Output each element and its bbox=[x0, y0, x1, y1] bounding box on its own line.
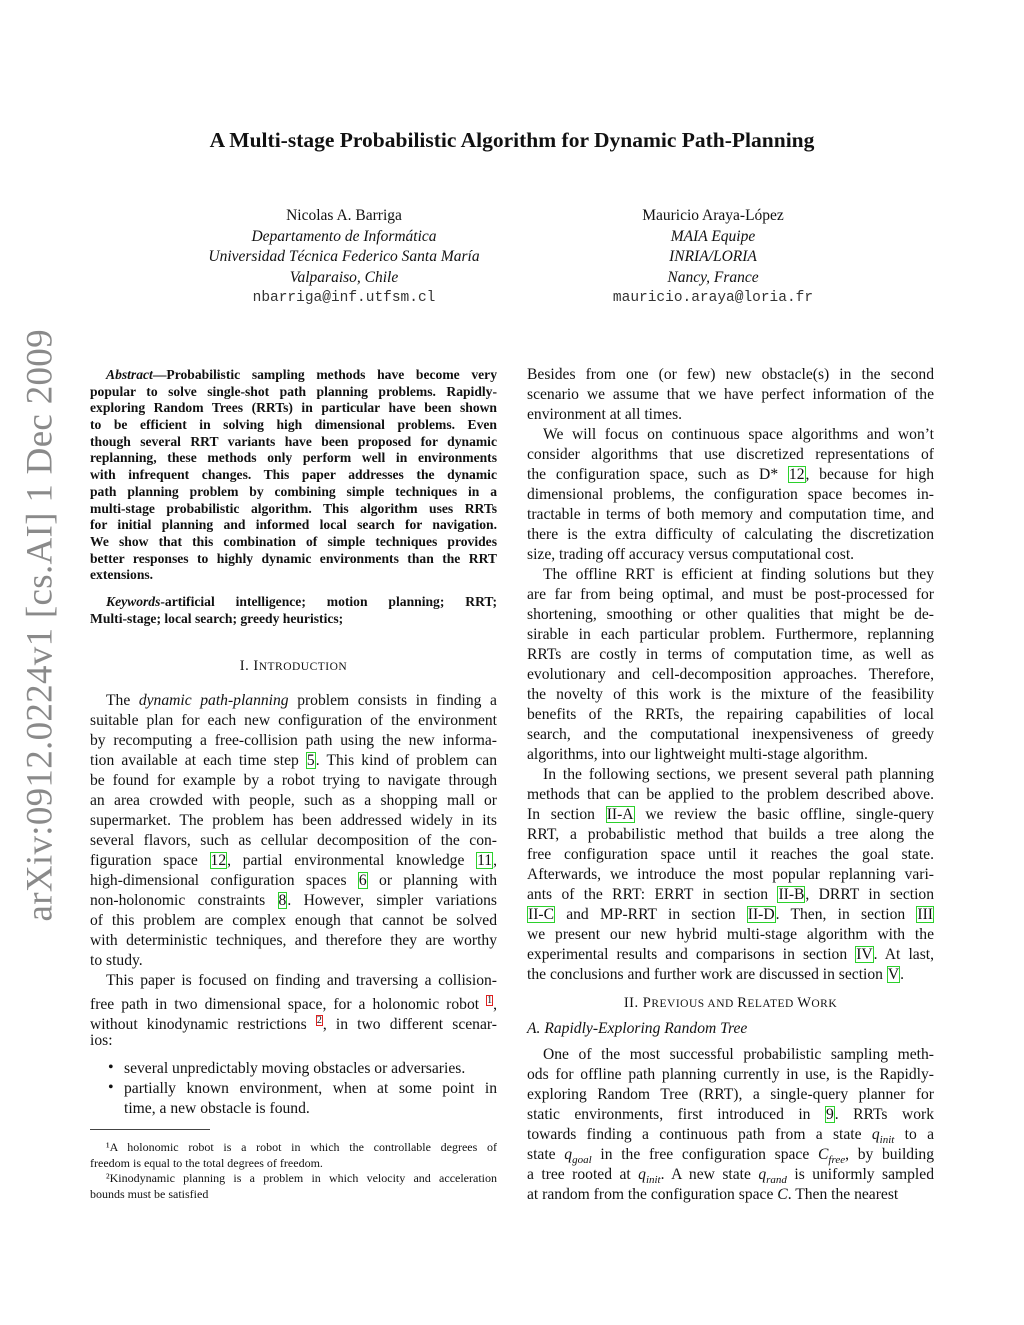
text-line: We show that this combination of simple techniques provides bbox=[90, 533, 497, 549]
text-line: freedom is equal to the total degrees of freedom. bbox=[90, 1155, 323, 1170]
intro-paragraph-1 bbox=[90, 691, 497, 971]
author-name: Mauricio Araya-López bbox=[642, 207, 784, 224]
author-affiliation: Valparaiso, Chile bbox=[289, 268, 399, 286]
citation-link[interactable]: V bbox=[887, 966, 900, 983]
text-line: for initial planning and informed local search for navigation. bbox=[90, 517, 497, 533]
text-line: be found for example by a robot trying to navigate through bbox=[90, 772, 497, 789]
footnote-link[interactable]: 2 bbox=[316, 1015, 322, 1026]
text-line: shortening, smoothing or other qualities that might be de- bbox=[527, 606, 934, 623]
text-line: figuration space 12, partial environmental knowledge 11, bbox=[90, 852, 498, 869]
abstract-label: Abstract bbox=[106, 367, 153, 382]
citation-link[interactable]: 9 bbox=[825, 1106, 834, 1123]
text-line: Abstract—Probabilistic sampling methods have become very bbox=[106, 367, 497, 382]
author-email[interactable]: nbarriga@inf.utfsm.cl bbox=[252, 290, 436, 306]
text-line: the novelty of this work is the mixture of the feasibility bbox=[527, 686, 934, 703]
text-line: at random from the configuration space C. Then the nearest bbox=[527, 1186, 899, 1203]
citation-link[interactable]: II-A bbox=[606, 806, 634, 823]
text-line: to study. bbox=[90, 952, 143, 969]
paper-title: A Multi-stage Probabilistic Algorithm for Dynamic Path-Planning bbox=[209, 128, 815, 152]
right-paragraph-1 bbox=[527, 365, 934, 425]
author-1 bbox=[154, 206, 534, 309]
text-line: tion available at each time step 5. This kind of problem can bbox=[90, 752, 497, 769]
text-line: tractable in terms of both memory and computation time, and bbox=[527, 506, 934, 523]
text-line: evolutionary and cell-decomposition approaches. Therefore, bbox=[527, 666, 934, 683]
list-item bbox=[108, 1079, 497, 1119]
text-line: II-C and MP-RRT in section II-D. Then, in section III bbox=[528, 906, 933, 923]
text-line: an area crowded with people, such as a shopping mall or bbox=[90, 792, 497, 809]
text-line: static environments, first introduced in 9. RRTs work bbox=[527, 1106, 934, 1123]
text-line: ²Kinodynamic planning is a problem in which velocity and acceleration bbox=[106, 1171, 497, 1185]
citation-link[interactable]: III bbox=[917, 906, 933, 923]
footnote-link[interactable]: 1 bbox=[487, 995, 493, 1006]
citation-link[interactable]: 12 bbox=[788, 466, 805, 483]
bullet-icon: • bbox=[108, 1059, 114, 1076]
scenario-list bbox=[108, 1059, 497, 1119]
citation-link[interactable]: 11 bbox=[477, 852, 493, 869]
text-line: bounds must be satisfied bbox=[90, 1186, 209, 1201]
text-line: the conclusions and further work are discussed in section V. bbox=[527, 966, 905, 983]
text-line: to be efficient in solving high dimensional problems. Even bbox=[90, 417, 497, 433]
citation-link[interactable]: IV bbox=[856, 946, 873, 963]
text-line: methods that can be applied to the problem described above. bbox=[527, 786, 934, 803]
text-line: popular to solve single-shot path planning problems. Rapidly- bbox=[90, 383, 497, 399]
text-line: high-dimensional configuration spaces 6 or planning with bbox=[90, 872, 498, 889]
text-line: free path in two dimensional space, for a holonomic robot $^1$, bbox=[90, 995, 497, 1014]
subsection-heading-rrt: A. Rapidly-Exploring Random Tree bbox=[527, 1020, 748, 1037]
text-line: free configuration space until it reaches the goal state. bbox=[527, 846, 934, 863]
keywords-label: Keywords bbox=[106, 594, 161, 609]
text-line: with deterministic techniques, and therefore they are worthy bbox=[90, 932, 497, 949]
text-line: with infrequent changes. This paper addresses the dynamic bbox=[90, 467, 497, 483]
bullet-icon: • bbox=[108, 1079, 114, 1096]
footnotes bbox=[90, 1140, 497, 1202]
text-line: In section II-A we review the basic offline, single-query bbox=[527, 806, 934, 823]
text-line: ios: bbox=[90, 1032, 113, 1049]
footnote bbox=[90, 1171, 497, 1202]
author-affiliation: MAIA Equipe bbox=[670, 227, 756, 245]
text-line: ants of the RRT: ERRT in section II-B, DRRT in section bbox=[527, 886, 935, 903]
text-line: non-holonomic constraints 8. However, simpler variations bbox=[90, 892, 497, 909]
text-line: Besides from one (or few) new obstacle(s) in the second bbox=[527, 366, 934, 383]
text-line: One of the most successful probabilistic sampling meth- bbox=[543, 1046, 934, 1063]
text-line: the configuration space, such as D* 12, because for high bbox=[527, 466, 934, 483]
text-line: We will focus on continuous space algorithms and won’t bbox=[543, 426, 934, 443]
citation-link[interactable]: 8 bbox=[278, 892, 287, 909]
text-line: This paper is focused on finding and traversing a collision- bbox=[106, 972, 497, 989]
text-line: benefits of the RRTs, the repairing capabilities of local bbox=[527, 706, 934, 723]
text-line: Keywords-artificial intelligence; motion planning; RRT; bbox=[106, 594, 497, 609]
text-line: better responses to highly dynamic environments than the RRT bbox=[90, 550, 497, 566]
right-paragraph-4 bbox=[527, 765, 934, 985]
text-line: replanning, these methods only perform well in environments bbox=[90, 450, 497, 466]
text-line: scenario we assume that we have perfect information of the bbox=[527, 386, 934, 403]
abstract bbox=[90, 367, 497, 584]
citation-link[interactable]: II-D bbox=[747, 906, 775, 923]
text-line: In the following sections, we present several path planning bbox=[543, 766, 934, 783]
text-line: dimensional problems, the configuration space becomes in- bbox=[527, 486, 934, 503]
text-line: multi-stage probabilistic algorithm. This algorithm uses RRTs bbox=[90, 500, 497, 516]
text-line: suitable plan for each new configuration of the environment bbox=[90, 712, 497, 729]
right-paragraph-3 bbox=[527, 565, 934, 765]
arxiv-identifier: arXiv:0912.0224v1 [cs.AI] 1 Dec 2009 bbox=[19, 329, 61, 922]
text-line: are far from being optimal, and must be post-processed for bbox=[527, 586, 934, 603]
text-line: The offline RRT is efficient at finding solutions but they bbox=[543, 566, 934, 583]
author-affiliation: INRIA/LORIA bbox=[669, 248, 757, 265]
citation-link[interactable]: 6 bbox=[358, 872, 367, 889]
text-line: exploring Random Tree (RRT), a single-query planner for bbox=[527, 1086, 934, 1103]
citation-link[interactable]: 12 bbox=[210, 852, 227, 869]
text-line: there is the extra difficulty of calculating the discretization bbox=[527, 526, 934, 543]
text-line: supermarket. The problem has been addressed widely in its bbox=[90, 812, 497, 829]
text-line: ods for offline path planning currently in use, is the Rapidly- bbox=[527, 1066, 934, 1083]
text-line: partially known environment, when at some point in bbox=[124, 1080, 497, 1097]
text-line: search, and the computational inexpensiveness of greedy bbox=[527, 726, 934, 743]
keywords bbox=[90, 594, 497, 627]
text-line: several flavors, such as cellular decomposition of the con- bbox=[90, 832, 497, 849]
text-line: towards finding a continuous path from a state $q_{init}$ to a bbox=[527, 1126, 934, 1147]
text-line: without kinodynamic restrictions $^2$, in two different scenar- bbox=[90, 1015, 497, 1034]
citation-link[interactable]: II-B bbox=[778, 886, 805, 903]
right-paragraph-5 bbox=[527, 1045, 934, 1205]
text-line: The dynamic path-planning problem consists in finding a bbox=[106, 692, 497, 709]
text-line: size, trading off accuracy versus computational cost. bbox=[527, 546, 855, 563]
author-affiliation: Universidad Técnica Federico Santa María bbox=[208, 248, 480, 265]
author-affiliation: Departamento de Informática bbox=[251, 227, 437, 245]
text-line: RRTs are costly in terms of computation time, as well as bbox=[527, 646, 934, 663]
text-line: consider algorithms that use discretized representations of bbox=[527, 446, 934, 463]
section-heading-previous-work: II. PREVIOUS AND RELATED WORK bbox=[623, 995, 838, 1011]
text-line: sirable in each particular problem. Furthermore, replanning bbox=[527, 626, 934, 643]
citation-link[interactable]: II-C bbox=[528, 906, 554, 923]
author-name: Nicolas A. Barriga bbox=[286, 207, 402, 224]
text-line: Multi-stage; local search; greedy heuristics; bbox=[90, 610, 344, 626]
text-line: of this problem are complex enough that cannot be solved bbox=[90, 912, 497, 929]
right-paragraph-2 bbox=[527, 425, 934, 565]
text-line: extensions. bbox=[90, 567, 154, 583]
footnote-rule bbox=[90, 1129, 210, 1130]
author-2 bbox=[523, 206, 903, 309]
text-line: time, a new obstacle is found. bbox=[124, 1100, 310, 1117]
text-line: ¹A holonomic robot is a robot in which the controllable degrees of bbox=[106, 1140, 497, 1154]
text-line: a tree rooted at $q_{init}$. A new state $q_{rand}$ is uniformly sampled bbox=[527, 1166, 934, 1187]
text-line: exploring Random Trees (RRTs) in particular have been shown bbox=[90, 400, 497, 416]
author-affiliation: Nancy, France bbox=[667, 268, 759, 286]
text-line: we present our new hybrid multi-stage algorithm with the bbox=[527, 926, 934, 943]
text-line: experimental results and comparisons in section IV. At last, bbox=[527, 946, 935, 963]
text-line: algorithms, into our lightweight multi-stage algorithm. bbox=[527, 746, 868, 763]
footnote bbox=[90, 1140, 497, 1171]
text-line: state $q_{goal}$ in the free configuration space $C_{free}$, by building bbox=[527, 1146, 934, 1167]
text-line: though several RRT variants have been proposed for dynamic bbox=[90, 433, 497, 449]
section-heading-introduction: I. INTRODUCTION bbox=[239, 658, 348, 674]
list-item bbox=[108, 1059, 497, 1079]
text-line: environment at all times. bbox=[527, 406, 683, 423]
citation-link[interactable]: 5 bbox=[306, 752, 315, 769]
intro-paragraph-2 bbox=[90, 971, 497, 1051]
text-line: by recomputing a free-collision path using the new informa- bbox=[90, 732, 497, 749]
text-line: RRT, a probabilistic method that builds a tree along the bbox=[527, 826, 934, 843]
text-line: several unpredictably moving obstacles or adversaries. bbox=[124, 1060, 466, 1077]
author-email[interactable]: mauricio.araya@loria.fr bbox=[612, 290, 814, 306]
text-line: Afterwards, we introduce the most popular replanning vari- bbox=[527, 866, 934, 883]
text-line: path planning problem by combining simple techniques in a bbox=[90, 483, 497, 499]
